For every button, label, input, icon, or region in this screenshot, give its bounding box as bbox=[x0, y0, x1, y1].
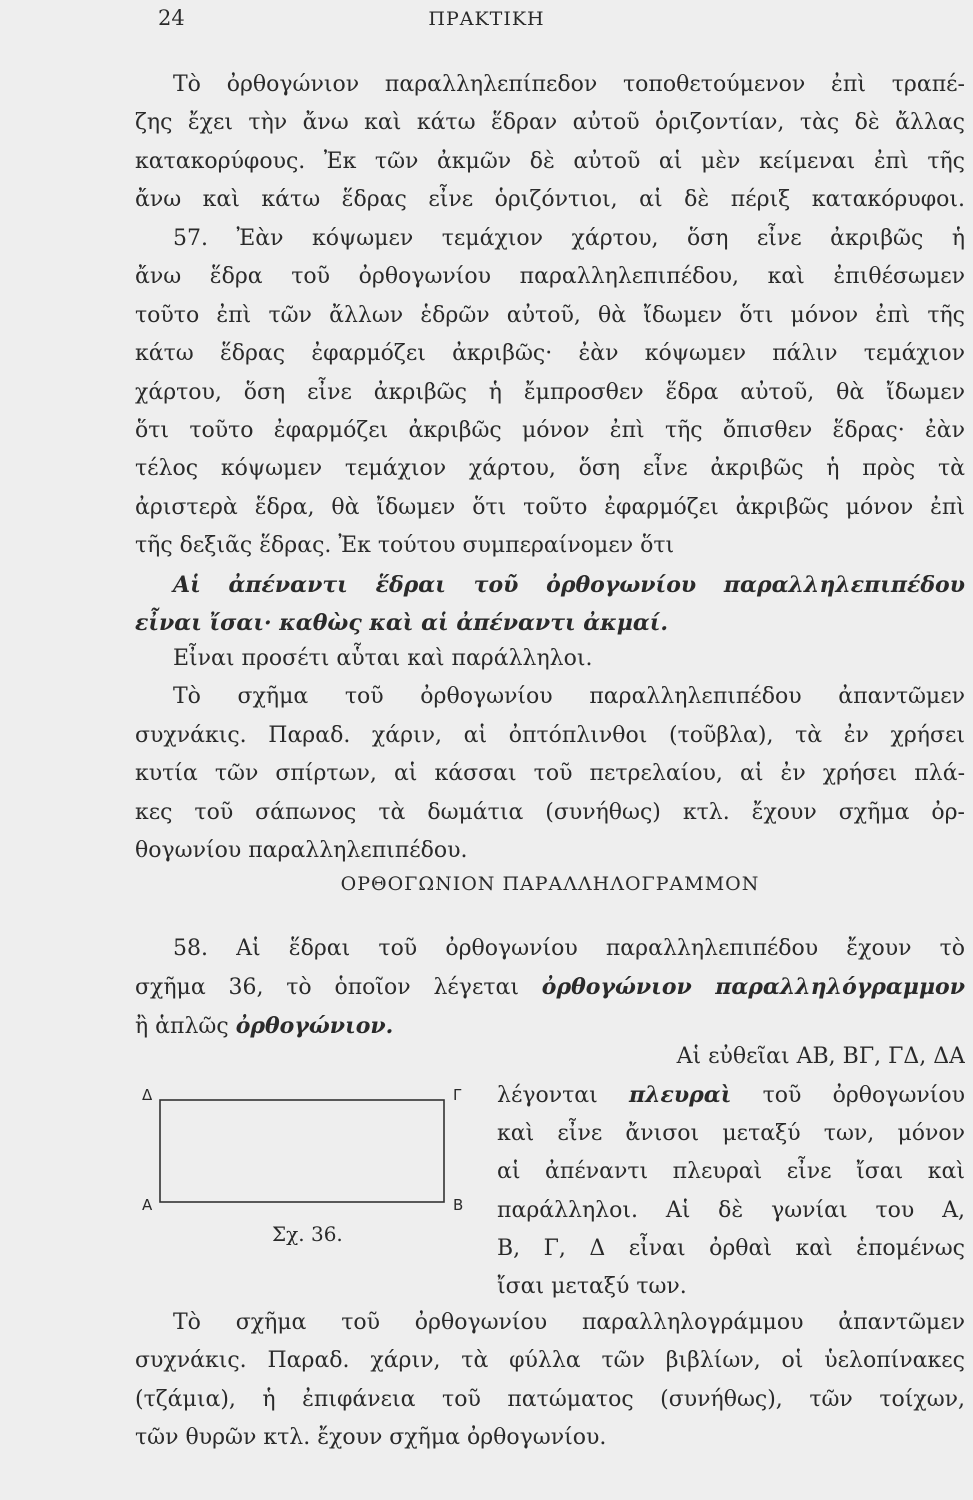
vertex-label-b: Β bbox=[453, 1196, 464, 1214]
vertex-label-d: Δ bbox=[142, 1086, 153, 1104]
paragraph-cuboid-orientation bbox=[135, 66, 965, 220]
text-line: (τζάμια), ἡ ἐπιφάνεια τοῦ πατώματος (συνήθως), τῶν τοίχων, bbox=[135, 1386, 965, 1412]
page-header bbox=[0, 6, 973, 36]
paragraph-58 bbox=[135, 930, 965, 1045]
vertex-label-a: Α bbox=[142, 1196, 153, 1214]
text-line: 57. Ἐὰν κόψωμεν τεμάχιον χάρτου, ὅση εἶνε ἀκριβῶς ἡ bbox=[173, 226, 965, 251]
text-line: παράλληλοι. Αἱ δὲ γωνίαι του Α, bbox=[497, 1197, 965, 1223]
text-line: Τὸ σχῆμα τοῦ ὀρθογωνίου παραλληλογράμμου ἀπαντῶμεν bbox=[173, 1310, 965, 1335]
paragraph-examples-cuboid bbox=[135, 640, 965, 870]
text-line bbox=[497, 1076, 965, 1114]
text-line: καὶ εἶνε ἄνισοι μεταξύ των, μόνον bbox=[497, 1120, 965, 1146]
theorem-line: εἶναι ἴσαι· καθὼς καὶ αἱ ἀπέναντι ἀκμαί. bbox=[135, 610, 669, 637]
text-line: κατακορύφους. Ἐκ τῶν ἀκμῶν δὲ αὐτοῦ αἱ μὲν κείμεναι ἐπὶ τῆς bbox=[135, 148, 965, 174]
text-line: 58. Αἱ ἕδραι τοῦ ὀρθογωνίου παραλληλεπιπέδου ἔχουν τὸ bbox=[173, 936, 965, 961]
running-title: ΠΡΑΚΤΙΚΗ bbox=[428, 8, 545, 30]
text-line bbox=[135, 968, 965, 1006]
text-line: αἱ ἀπέναντι πλευραὶ εἶνε ἴσαι καὶ bbox=[497, 1159, 965, 1185]
text-span: ἢ ἁπλῶς bbox=[135, 1013, 236, 1039]
theorem-statement bbox=[135, 566, 965, 643]
text-span: τοῦ ὀρθογωνίου bbox=[731, 1083, 965, 1109]
text-span: λέγονται bbox=[497, 1083, 629, 1109]
figure-36 bbox=[140, 1080, 480, 1260]
text-line: Τὸ σχῆμα τοῦ ὀρθογωνίου παραλληλεπιπέδου ἀπαντῶμεν bbox=[173, 684, 965, 710]
theorem-line: Αἱ ἀπέναντι ἕδραι τοῦ ὀρθογωνίου παραλληλεπιπέδου bbox=[173, 572, 965, 598]
term-rectangle-parallelogram: ὀρθογώνιον παραλληλόγραμμον bbox=[541, 974, 965, 1001]
text-line: Αἱ εὐθεῖαι ΑΒ, ΒΓ, ΓΔ, ΔΑ bbox=[676, 1044, 965, 1069]
section-title: ΟΡΘΟΓΩΝΙΟΝ ΠΑΡΑΛΛΗΛΟΓΡΑΜΜΟΝ bbox=[340, 873, 760, 895]
term-rectangle: ὀρθογώνιον. bbox=[235, 1012, 394, 1039]
figure-caption: Σχ. 36. bbox=[272, 1222, 343, 1246]
page-number: 24 bbox=[158, 6, 185, 30]
term-sides: πλευραὶ bbox=[629, 1082, 732, 1109]
text-line: συχνάκις. Παραδ. χάριν, τὰ φύλλα τῶν βιβλίων, οἱ ὑελοπίνακες bbox=[135, 1348, 965, 1374]
text-line: τῶν θυρῶν κτλ. ἔχουν σχῆμα ὀρθογωνίου. bbox=[135, 1425, 607, 1451]
text-line: τοῦτο ἐπὶ τῶν ἄλλων ἑδρῶν αὐτοῦ, θὰ ἴδωμεν ὅτι μόνον ἐπὶ τῆς bbox=[135, 302, 965, 328]
text-line: κάτω ἕδρας ἐφαρμόζει ἀκριβῶς· ἐὰν κόψωμεν πάλιν τεμάχιον bbox=[135, 341, 965, 367]
rectangle-shape bbox=[160, 1100, 444, 1202]
text-span: σχῆμα 36, τὸ ὁποῖον λέγεται bbox=[135, 975, 542, 1001]
paragraph-57 bbox=[135, 220, 965, 566]
text-line: κυτία τῶν σπίρτων, αἱ κάσσαι τοῦ πετρελαίου, αἱ ἐν χρήσει πλά- bbox=[135, 761, 965, 787]
text-line: Εἶναι προσέτι αὗται καὶ παράλληλοι. bbox=[173, 646, 593, 671]
text-line: ἄνω ἕδρα τοῦ ὀρθογωνίου παραλληλεπιπέδου, καὶ ἐπιθέσωμεν bbox=[135, 264, 965, 290]
paragraph-sides bbox=[497, 1038, 965, 1307]
text-line: χάρτου, ὅση εἶνε ἀκριβῶς ἡ ἔμπροσθεν ἕδρα αὐτοῦ, θὰ ἴδωμεν bbox=[135, 379, 965, 405]
text-line: ζης ἔχει τὴν ἄνω καὶ κάτω ἕδραν αὐτοῦ ὁριζοντίαν, τὰς δὲ ἄλλας bbox=[135, 110, 965, 136]
text-line: θογωνίου παραλληλεπιπέδου. bbox=[135, 837, 468, 863]
text-line: τῆς δεξιᾶς ἕδρας. Ἐκ τούτου συμπεραίνομεν ὅτι bbox=[135, 533, 675, 559]
text-line: τέλος κόψωμεν τεμάχιον χάρτου, ὅση εἶνε ἀκριβῶς ἡ πρὸς τὰ bbox=[135, 456, 965, 482]
text-line: ὅτι τοῦτο ἐφαρμόζει ἀκριβῶς μόνον ἐπὶ τῆς ὄπισθεν ἕδρας· ἐὰν bbox=[135, 417, 965, 443]
vertex-label-g: Γ bbox=[453, 1086, 462, 1104]
text-line: συχνάκις. Παραδ. χάριν, αἱ ὀπτόπλινθοι (τοῦβλα), τὰ ἐν χρήσει bbox=[135, 722, 965, 748]
text-line: ἀριστερὰ ἕδρα, θὰ ἴδωμεν ὅτι τοῦτο ἐφαρμόζει ἀκριβῶς μόνον ἐπὶ bbox=[135, 494, 965, 520]
text-line: ἄνω καὶ κάτω ἕδρας εἶνε ὁριζόντιοι, αἱ δὲ πέριξ κατακόρυφοι. bbox=[135, 187, 965, 213]
text-line: ἴσαι μεταξύ των. bbox=[497, 1274, 687, 1300]
text-line: Β, Γ, Δ εἶναι ὀρθαὶ καὶ ἑπομένως bbox=[497, 1235, 965, 1261]
text-line: Τὸ ὀρθογώνιον παραλληλεπίπεδον τοποθετούμενον ἐπὶ τραπέ- bbox=[173, 72, 965, 97]
paragraph-examples-rectangle bbox=[135, 1304, 965, 1458]
text-line: κες τοῦ σάπωνος τὰ δωμάτια (συνήθως) κτλ. ἔχουν σχῆμα ὀρ- bbox=[135, 799, 965, 825]
